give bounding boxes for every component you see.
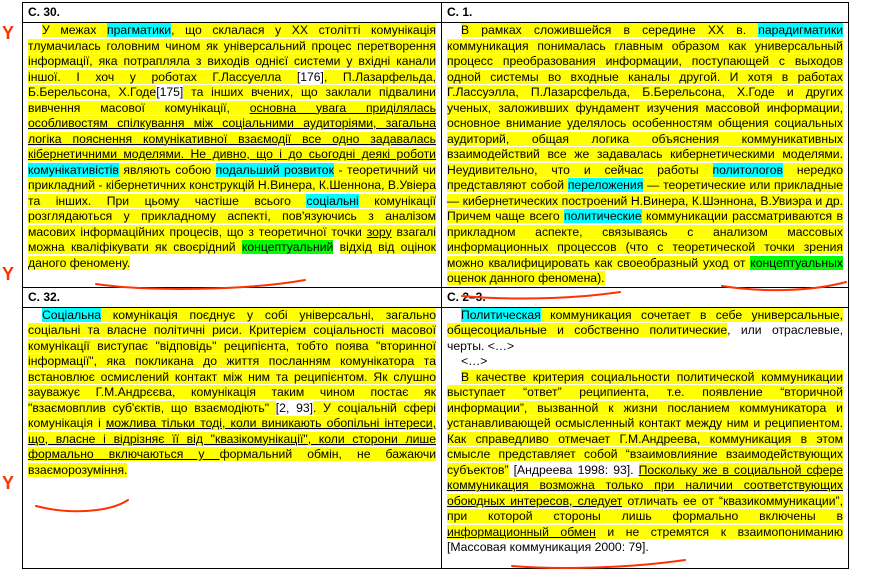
cell-bottom-right [442,307,849,568]
margin-mark-3: Y [2,473,15,493]
paragraph-russian-1: В рамках сложившейся в середине ХХ в. парадигматики коммуникация понималась главным образом как универсальный процесс преобразования информации, поступающей с выходов одной системы во входные каналы другой. И хотя в работах Г.Лассуэлла, П.Лазарсфельда, Б.Берельсона, Х.Годе и других ученых, заложивших фундамент изучения массовой информации, основное внимание уделялось особенностям общения социальных аудиторий, общая логика объяснения коммуникативных взаимодействий все же задавалась кибернетическими моделями. Неудивительно, что и сейчас работы политологов нередко представляют собой переложения — теоретические или прикладные — кибернетических построений Н.Винера, К.Шэннона, В.Увиэра и др. Причем чаще всего политические коммуникации рассматриваются в прикладном аспекте, связываясь с анализом массовых информационных процессов (что с теоретической точки зрения можно квалифицировать как своеобразный уход от концептуальных оценок данного феномена). [447,23,844,285]
paragraph-ukrainian-2: Соціальна комунікація поєднує у собі універсальні, загально соціальні та власне політичні риси. Критерієм соціальності масової комунікації виступає "відповідь" реципієнта, тобто поява "вторинної інформації", яка покликана до життя посланням комунікатора та встановлює осмислений контакт між ним та реципієнтом. Як слушно зауважує Г.М.Андрєєва, комунікація таким чином постає як "взаємовплив суб'єктів, що взаємодіють" [2, 93]. У соціальній сфері комунікація і можлива тільки тоді, коли виникають обопільні інтереси, що, власне і відрізняє її від "квазікомунікації", коли сторони лише формально включаються у формальний обмін, не бажаючи взаєморозуміння. [28,307,436,477]
header-bottom-right: С. 2–3. [442,287,849,307]
header-top-left: С. 30. [23,3,442,23]
header-bottom-left: С. 32. [23,287,442,307]
header-top-right: С. 1. [442,3,849,23]
margin-mark-2: Y [2,264,15,284]
comparison-table [22,2,849,569]
ellipsis-line: <…> [461,354,488,368]
paragraph-ukrainian-1: У межах прагматики, що склалася у ХХ столітті комунікація тлумачилась головним чином як універсальний процес перетворення інформації, яка потрапляла з виходів однієї системи у вхідні канали іншої. І хоч у роботах Г.Лассуелла [176], П.Лазарфельда, Б.Берельсона, Х.Годе[175] та інших вчених, що заклали підвалини вивчення масової комунікації, основна увага приділялась особливостям спілкування між соціальними аудиторіями, загальна логіка пояснення комунікативної взаємодії все одно задавалась кібернетичними моделями. Не дивно, що і до сьогодні деякі роботи комунікативістів являють собою подальший розвиток - теоретичний чи прикладний - кібернетичних конструкцій Н.Винера, К.Шеннона, В.Увіера та інших. При цьому частіше всього соціальні комунікації розглядаються у прикладному аспекті, пов'язуючись з аналізом масових інформаційних процесів, що з теоретичної точки зору взагалі можна кваліфікувати як своєрідний концептуальний відхід від оцінок даного феномену. [28,23,436,270]
paragraph-russian-3: В качестве критерия социальности политической коммуникации выступает “ответ” реципиента, т.е. появление “вторичной информации”, вызванной к жизни посланием коммуникатора и устанавливающей осмысленный контакт между ним и реципиентом. Как справедливо отмечает Г.М.Андреева, коммуникация в этом смысле представляет собой “взаимовлияние взаимодействующих субъектов” [Андреева 1998: 93]. Поскольку же в социальной сфере коммуникация возможна только при наличии соответствующих обоюдных интересов, следует отличать ее от “квазикоммуникации”, при которой стороны лишь формально включены в информационный обмен и не стремятся к взаимопониманию [Массовая коммуникация 2000: 79]. [447,369,843,554]
cell-top-right [442,23,849,288]
paragraph-russian-2: Политическая коммуникация сочетает в себе универсальные, общесоциальные и собственно политические, или отраслевые, черты. <…> [447,307,843,353]
cell-top-left [23,23,442,288]
margin-mark-1: Y [2,23,15,43]
comparison-sheet [22,2,848,588]
cell-bottom-left [23,307,442,568]
